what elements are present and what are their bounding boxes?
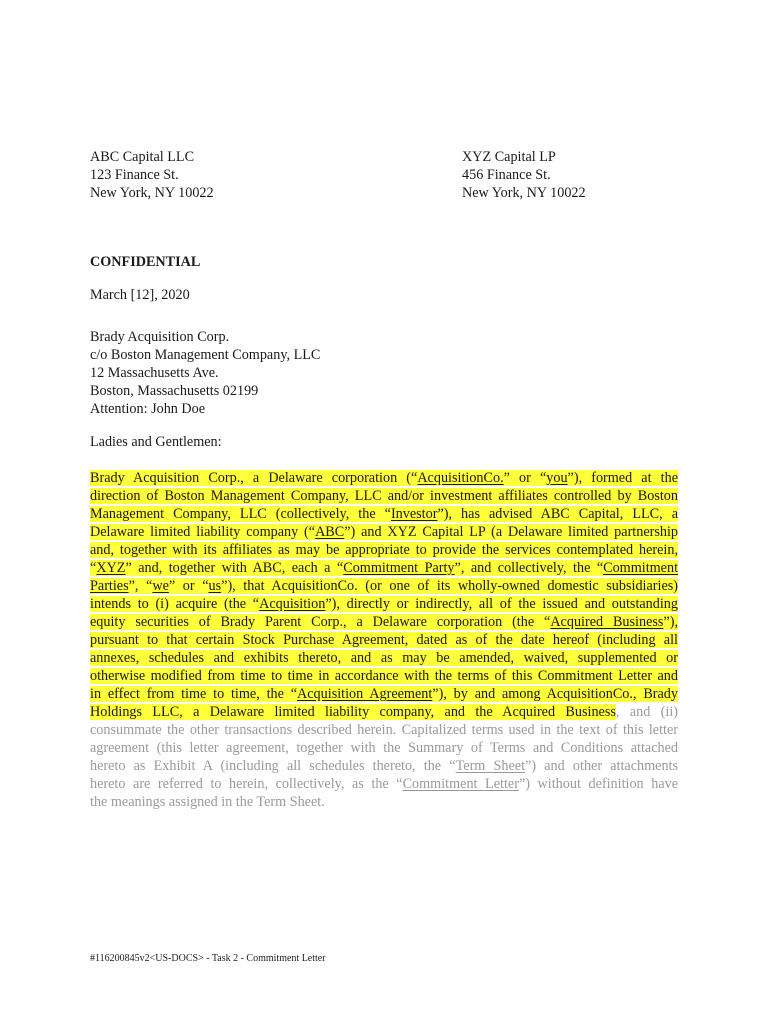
body-line-faded: consummate the other transactions described herein. Capitalized terms used in the text of this letter <box>90 722 678 738</box>
defined-term: us <box>208 578 222 594</box>
defined-term: we <box>152 578 169 594</box>
body-line-faded: hereto are referred to herein, collectively, as the “Commitment Letter”) without definition have <box>90 776 679 792</box>
recipient-care-of: c/o Boston Management Company, LLC <box>90 347 321 363</box>
sender-right-street: 456 Finance St. <box>462 167 551 183</box>
letter-date: March [12], 2020 <box>90 287 190 303</box>
body-line: in effect from time to time, the “Acquisition Agreement”), by and among AcquisitionCo., Brady <box>90 686 678 702</box>
salutation: Ladies and Gentlemen: <box>90 434 222 450</box>
defined-term: Commitment Letter <box>402 776 519 792</box>
recipient-attention: Attention: John Doe <box>90 401 206 417</box>
recipient-city: Boston, Massachusetts 02199 <box>90 383 259 399</box>
defined-term: Acquired Business <box>550 614 664 630</box>
sender-left-name: ABC Capital LLC <box>90 149 195 165</box>
body-line: direction of Boston Management Company, LLC and/or investment affiliates controlled by Boston <box>90 488 678 504</box>
recipient-name: Brady Acquisition Corp. <box>90 329 230 345</box>
sender-right-city: New York, NY 10022 <box>462 185 586 201</box>
defined-term: Investor <box>390 506 438 522</box>
body-line: otherwise modified from time to time in accordance with the terms of this Commitment Letter and <box>90 668 678 684</box>
body-line: Management Company, LLC (collectively, the “Investor”), has advised ABC Capital, LLC, a <box>90 506 678 522</box>
body-line-faded: hereto as Exhibit A (including all schedules thereto, the “Term Sheet”) and other attachments <box>90 758 678 774</box>
recipient-street: 12 Massachusetts Ave. <box>90 365 219 381</box>
defined-term: Commitment Party <box>343 560 455 576</box>
body-line: intends to (i) acquire (the “Acquisition”), directly or indirectly, all of the issued and outstanding <box>90 596 678 612</box>
body-line-faded: the meanings assigned in the Term Sheet. <box>90 794 325 810</box>
sender-address-right <box>462 148 586 202</box>
body-line: Holdings LLC, a Delaware limited liability company, and the Acquired Business, and (ii) <box>90 704 678 720</box>
defined-term: Acquisition Agreement <box>297 686 433 702</box>
defined-term: ABC <box>315 524 345 540</box>
recipient-address <box>90 328 320 418</box>
confidential-heading: CONFIDENTIAL <box>90 254 201 270</box>
defined-term: Term Sheet <box>455 758 526 774</box>
sender-left-city: New York, NY 10022 <box>90 185 214 201</box>
body-line-faded: agreement (this letter agreement, together with the Summary of Terms and Conditions attached <box>90 740 678 756</box>
defined-term: you <box>546 470 568 486</box>
document-footer: #116200845v2<US-DOCS> - Task 2 - Commitment Letter <box>90 953 326 964</box>
body-line: pursuant to that certain Stock Purchase Agreement, dated as of the date hereof (including all <box>90 632 678 648</box>
defined-term: AcquisitionCo. <box>417 470 504 486</box>
body-line: “XYZ” and, together with ABC, each a “Commitment Party”, and collectively, the “Commitment <box>90 560 679 576</box>
body-line: Parties”, “we” or “us”), that AcquisitionCo. (or one of its wholly-owned domestic subsidiaries) <box>90 578 678 594</box>
sender-address-left <box>90 148 214 202</box>
body-line: equity securities of Brady Parent Corp., a Delaware corporation (the “Acquired Business”), <box>90 614 678 630</box>
defined-term: Parties <box>90 578 129 594</box>
body-line: and, together with its affiliates as may be appropriate to provide the services contemplated herein, <box>90 542 678 558</box>
sender-right-name: XYZ Capital LP <box>462 149 556 165</box>
body-line: annexes, schedules and exhibits thereto, and as may be amended, waived, supplemented or <box>90 650 678 666</box>
sender-left-street: 123 Finance St. <box>90 167 179 183</box>
body-paragraph <box>90 469 678 811</box>
defined-term: XYZ <box>96 560 126 576</box>
defined-term: Acquisition <box>259 596 326 612</box>
defined-term: Commitment <box>603 560 679 576</box>
body-line: Brady Acquisition Corp., a Delaware corporation (“AcquisitionCo.” or “you”), formed at the <box>90 470 678 486</box>
body-line: Delaware limited liability company (“ABC”) and XYZ Capital LP (a Delaware limited partnership <box>90 524 678 540</box>
